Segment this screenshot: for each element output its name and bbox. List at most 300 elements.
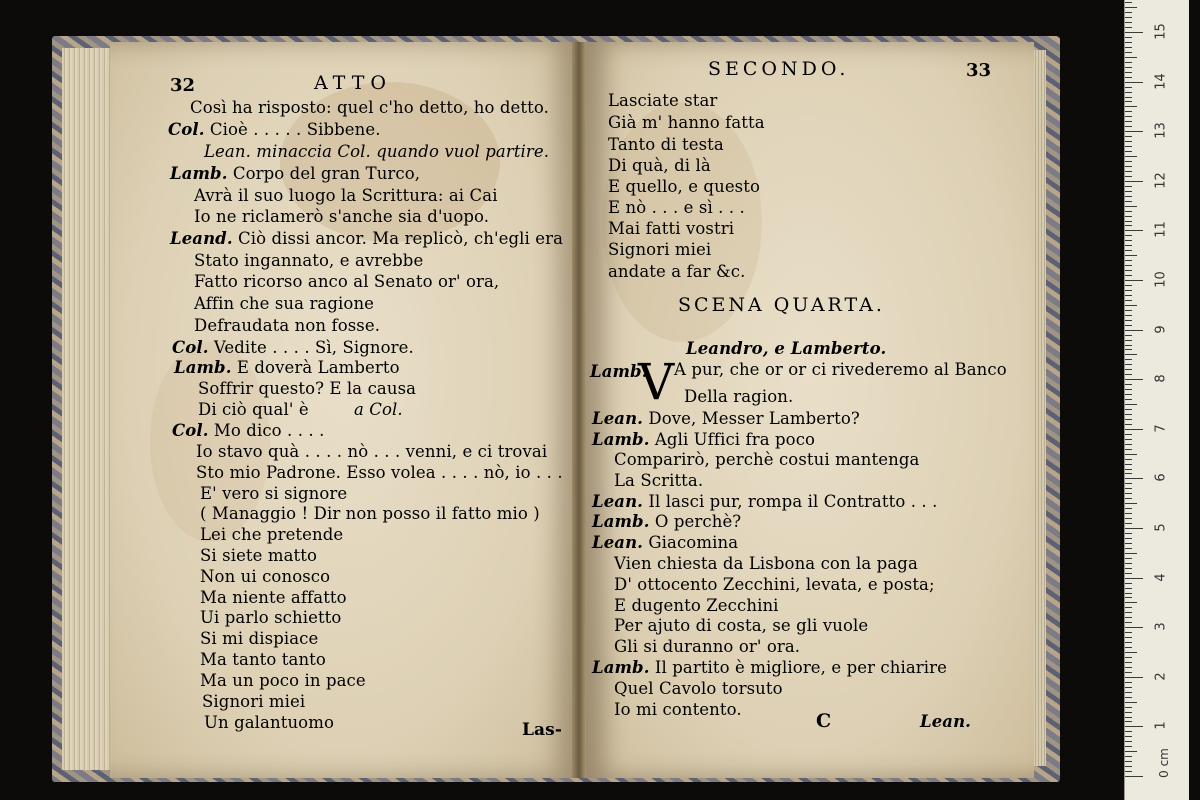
ruler-tick bbox=[1125, 756, 1132, 757]
right-page-line bbox=[608, 262, 745, 282]
right-page-line bbox=[614, 616, 868, 636]
ruler-unit: 0 cm bbox=[1156, 748, 1171, 778]
ruler-tick bbox=[1125, 265, 1132, 266]
ruler-tick bbox=[1125, 181, 1143, 182]
ruler-tick bbox=[1125, 473, 1132, 474]
verse-text: Un galantuomo bbox=[204, 713, 334, 732]
ruler-tick bbox=[1125, 111, 1132, 112]
ruler-tick bbox=[1125, 662, 1132, 663]
ruler-tick bbox=[1125, 345, 1132, 346]
ruler-tick bbox=[1125, 632, 1132, 633]
speaker-name: Leand. bbox=[170, 229, 233, 248]
ruler-number: 13 bbox=[1153, 122, 1169, 139]
ruler-tick bbox=[1125, 746, 1132, 747]
verse-text: E dugento Zecchini bbox=[614, 596, 779, 615]
ruler-tick bbox=[1125, 136, 1132, 137]
ruler-tick bbox=[1125, 206, 1137, 207]
ruler-tick bbox=[1125, 449, 1132, 450]
verse-text: Signori miei bbox=[202, 692, 306, 711]
right-page-line bbox=[614, 554, 918, 574]
speaker-name: Col. bbox=[172, 338, 209, 357]
speaker-name: Lean. bbox=[592, 492, 644, 511]
verse-text: Cioè . . . . . Sibbene. bbox=[204, 120, 381, 139]
running-header-left: ATTO bbox=[314, 72, 392, 94]
ruler-tick bbox=[1125, 245, 1132, 246]
ruler-tick bbox=[1125, 434, 1132, 435]
ruler-tick bbox=[1125, 483, 1132, 484]
left-page-line bbox=[204, 142, 549, 162]
ruler-number: 12 bbox=[1153, 172, 1169, 189]
left-page-line bbox=[200, 608, 341, 628]
catchword-left: Las- bbox=[522, 720, 562, 740]
right-page-line bbox=[592, 512, 741, 532]
ruler-tick bbox=[1125, 349, 1132, 350]
ruler-tick bbox=[1125, 17, 1132, 18]
ruler-number: 3 bbox=[1153, 622, 1169, 631]
verse-text: andate a far &c. bbox=[608, 262, 746, 281]
ruler-tick bbox=[1125, 677, 1143, 678]
ruler-tick bbox=[1125, 47, 1132, 48]
ruler-tick bbox=[1125, 12, 1132, 13]
ruler-tick bbox=[1125, 384, 1132, 385]
ruler-tick bbox=[1125, 647, 1132, 648]
drop-cap: V bbox=[638, 353, 675, 411]
ruler-tick bbox=[1125, 196, 1132, 197]
verse-text: Non ui conosco bbox=[200, 567, 331, 586]
ruler-tick bbox=[1125, 121, 1132, 122]
ruler-tick bbox=[1125, 528, 1143, 529]
verse-text: Io ne riclamerò s'anche sia d'uopo. bbox=[194, 207, 490, 226]
verse-text: Sto mio Padrone. Esso volea . . . . nò, io . . . bbox=[196, 463, 563, 482]
ruler-tick bbox=[1125, 726, 1143, 727]
scene-characters: Leandro, e Lamberto. bbox=[686, 339, 887, 358]
ruler-tick bbox=[1125, 419, 1132, 420]
speaker-name: Col. bbox=[172, 421, 209, 440]
left-page-line bbox=[200, 671, 366, 691]
left-page-line bbox=[170, 229, 563, 249]
left-page-line bbox=[194, 294, 374, 314]
left-page-line bbox=[200, 525, 343, 545]
ruler-tick bbox=[1125, 156, 1137, 157]
ruler-tick bbox=[1125, 221, 1132, 222]
verse-text: E' vero si signore bbox=[200, 484, 348, 503]
ruler-number: 10 bbox=[1153, 271, 1169, 288]
right-page-line bbox=[608, 156, 711, 176]
ruler-tick bbox=[1125, 235, 1132, 236]
verse-text: Io stavo quà . . . . nò . . . venni, e ci trovai bbox=[196, 442, 548, 461]
verse-text: Il lasci pur, rompa il Contratto . . . bbox=[643, 492, 938, 511]
right-page-line bbox=[614, 700, 742, 720]
right-page-line bbox=[614, 575, 935, 595]
verse-text: E doverà Lamberto bbox=[231, 358, 400, 377]
left-page-line bbox=[200, 567, 330, 587]
ruler-tick bbox=[1125, 652, 1137, 653]
ruler-tick bbox=[1125, 454, 1137, 455]
ruler-tick bbox=[1125, 717, 1132, 718]
ruler-tick bbox=[1125, 22, 1132, 23]
ruler-tick bbox=[1125, 340, 1132, 341]
verse-text: Io mi contento. bbox=[614, 700, 742, 719]
ruler-tick bbox=[1125, 379, 1143, 380]
ruler-tick bbox=[1125, 87, 1132, 88]
ruler-tick bbox=[1125, 548, 1132, 549]
ruler-tick bbox=[1125, 67, 1132, 68]
signature-mark: C bbox=[816, 710, 832, 732]
scene-title: SCENA QUARTA. bbox=[678, 294, 885, 316]
verse-text: Così ha risposto: quel c'ho detto, ho detto. bbox=[190, 98, 549, 117]
speaker-name: Lamb. bbox=[170, 164, 228, 183]
right-page-line bbox=[614, 596, 779, 616]
left-page-line bbox=[194, 251, 423, 271]
ruler-tick bbox=[1125, 469, 1132, 470]
ruler-tick bbox=[1125, 444, 1132, 445]
ruler-tick bbox=[1125, 573, 1132, 574]
ruler-tick bbox=[1125, 533, 1132, 534]
ruler-tick bbox=[1125, 597, 1132, 598]
ruler-tick bbox=[1125, 707, 1132, 708]
opening-line: A pur, che or or ci rivederemo al Banco bbox=[674, 360, 1007, 379]
verse-text: Della ragion. bbox=[684, 387, 794, 406]
left-page-line bbox=[200, 588, 347, 608]
verse-text: Ui parlo schietto bbox=[200, 608, 342, 627]
right-page-line bbox=[608, 135, 724, 155]
ruler-tick bbox=[1125, 558, 1132, 559]
ruler-tick bbox=[1125, 697, 1132, 698]
verse-text: Affin che sua ragione bbox=[194, 294, 375, 313]
verse-text: Tanto di testa bbox=[608, 135, 724, 154]
ruler-tick bbox=[1125, 627, 1143, 628]
ruler-tick bbox=[1125, 682, 1132, 683]
verse-text: Ma un poco in pace bbox=[200, 671, 366, 690]
ruler-number: 8 bbox=[1153, 374, 1169, 383]
verse-text: Ciò dissi ancor. Ma replicò, ch'egli era bbox=[232, 229, 564, 248]
ruler-tick bbox=[1125, 131, 1143, 132]
page-number-left: 32 bbox=[170, 75, 196, 96]
ruler-tick bbox=[1125, 622, 1132, 623]
left-page-line bbox=[200, 546, 317, 566]
ruler-tick bbox=[1125, 330, 1143, 331]
left-page-line bbox=[200, 629, 318, 649]
ruler-tick bbox=[1125, 593, 1132, 594]
speaker-name: Lean. bbox=[592, 409, 644, 428]
ruler-tick bbox=[1125, 553, 1137, 554]
left-page-line bbox=[190, 98, 549, 118]
ruler-tick bbox=[1125, 602, 1137, 603]
ruler-tick bbox=[1125, 230, 1143, 231]
ruler-tick bbox=[1125, 766, 1132, 767]
ruler-tick bbox=[1125, 161, 1132, 162]
verse-text: Fatto ricorso anco al Senato or' ora, bbox=[194, 272, 500, 291]
ruler-tick bbox=[1125, 493, 1132, 494]
ruler-tick bbox=[1125, 285, 1132, 286]
ruler-tick bbox=[1125, 583, 1132, 584]
speaker-name: Lamb. bbox=[592, 658, 650, 677]
verse-text: D' ottocento Zecchini, levata, e posta; bbox=[614, 575, 935, 594]
verse-text: Lasciate star bbox=[608, 91, 718, 110]
left-page-line bbox=[198, 400, 309, 420]
ruler-tick bbox=[1125, 101, 1132, 102]
verse-text: Si siete matto bbox=[200, 546, 318, 565]
ruler-tick bbox=[1125, 394, 1132, 395]
ruler-tick bbox=[1125, 642, 1132, 643]
ruler-tick bbox=[1125, 225, 1132, 226]
right-page-line bbox=[614, 471, 703, 491]
ruler-tick bbox=[1125, 518, 1132, 519]
verse-text: Giacomina bbox=[643, 533, 739, 552]
stage-direction: a Col. bbox=[354, 400, 403, 419]
ruler-tick bbox=[1125, 607, 1132, 608]
ruler-tick bbox=[1125, 191, 1132, 192]
ruler-tick bbox=[1125, 77, 1132, 78]
verse-text: Lei che pretende bbox=[200, 525, 344, 544]
ruler-tick bbox=[1125, 364, 1132, 365]
ruler-tick bbox=[1125, 211, 1132, 212]
verse-text: E nò . . . e sì . . . bbox=[608, 198, 745, 217]
ruler-tick bbox=[1125, 731, 1132, 732]
left-page-line bbox=[200, 484, 347, 504]
verse-text: Si mi dispiace bbox=[200, 629, 319, 648]
ruler-tick bbox=[1125, 374, 1132, 375]
verse-text: Avrà il suo luogo la Scrittura: ai Cai bbox=[194, 186, 498, 205]
right-page-line bbox=[608, 177, 760, 197]
ruler-tick bbox=[1125, 761, 1132, 762]
ruler-tick bbox=[1125, 563, 1132, 564]
right-page-line bbox=[608, 240, 711, 260]
left-page-line bbox=[194, 186, 498, 206]
ruler-tick bbox=[1125, 42, 1132, 43]
ruler-tick bbox=[1125, 141, 1132, 142]
left-page-line bbox=[174, 358, 400, 378]
left-page-line bbox=[194, 272, 499, 292]
ruler-tick bbox=[1125, 414, 1132, 415]
ruler-tick bbox=[1125, 464, 1132, 465]
ruler-tick bbox=[1125, 260, 1132, 261]
ruler-tick bbox=[1125, 300, 1132, 301]
right-page-line bbox=[614, 637, 800, 657]
ruler-tick bbox=[1125, 275, 1132, 276]
right-page-line bbox=[592, 658, 947, 678]
ruler-tick bbox=[1125, 310, 1132, 311]
ruler-tick bbox=[1125, 617, 1132, 618]
speaker-name: Col. bbox=[168, 120, 205, 139]
ruler-tick bbox=[1125, 568, 1132, 569]
ruler-tick bbox=[1125, 588, 1132, 589]
left-page-line bbox=[196, 463, 563, 483]
ruler-tick bbox=[1125, 702, 1137, 703]
left-page-line bbox=[194, 316, 380, 336]
ruler-tick bbox=[1125, 721, 1132, 722]
ruler-tick bbox=[1125, 439, 1132, 440]
ruler-tick bbox=[1125, 543, 1132, 544]
ruler-tick bbox=[1125, 404, 1137, 405]
ruler-tick bbox=[1125, 409, 1132, 410]
ruler-tick bbox=[1125, 692, 1132, 693]
ruler-tick bbox=[1125, 325, 1132, 326]
ruler-tick bbox=[1125, 354, 1137, 355]
left-page-line bbox=[196, 442, 547, 462]
ruler-tick bbox=[1125, 399, 1132, 400]
ruler-tick bbox=[1125, 295, 1132, 296]
ruler-tick bbox=[1125, 280, 1143, 281]
verse-text: Per ajuto di costa, se gli vuole bbox=[614, 616, 869, 635]
verse-text: Mai fatti vostri bbox=[608, 219, 735, 238]
ruler-tick bbox=[1125, 216, 1132, 217]
running-header-right: SECONDO. bbox=[708, 58, 850, 80]
ruler-tick bbox=[1125, 637, 1132, 638]
ruler-tick bbox=[1125, 538, 1132, 539]
ruler-tick bbox=[1125, 27, 1132, 28]
book-gutter bbox=[572, 42, 586, 778]
ruler-tick bbox=[1125, 97, 1132, 98]
ruler-tick bbox=[1125, 255, 1137, 256]
verse-text: Ma tanto tanto bbox=[200, 650, 326, 669]
ruler-tick bbox=[1125, 503, 1137, 504]
ruler-tick bbox=[1125, 166, 1132, 167]
ruler-number: 1 bbox=[1153, 721, 1169, 731]
ruler-tick bbox=[1125, 82, 1143, 83]
verse-text: ( Managgio ! Dir non posso il fatto mio ) bbox=[200, 504, 540, 523]
speaker-name: Lamb. bbox=[174, 358, 232, 377]
ruler-tick bbox=[1125, 751, 1137, 752]
speaker-name: Lamb. bbox=[592, 512, 650, 531]
ruler-tick bbox=[1125, 736, 1132, 737]
right-page-line bbox=[592, 533, 738, 553]
ruler-number: 4 bbox=[1153, 572, 1169, 582]
measurement-ruler bbox=[1124, 0, 1189, 800]
verse-text: Già m' hanno fatta bbox=[608, 113, 765, 132]
ruler-tick bbox=[1125, 62, 1132, 63]
ruler-tick bbox=[1125, 523, 1132, 524]
verse-text: O perchè? bbox=[649, 512, 742, 531]
left-page-line bbox=[198, 379, 416, 399]
ruler-number: 14 bbox=[1153, 72, 1169, 90]
verse-text: Di quà, di là bbox=[608, 156, 711, 175]
ruler-number: 7 bbox=[1153, 424, 1169, 433]
right-page-line bbox=[592, 430, 815, 450]
ruler-tick bbox=[1125, 7, 1137, 8]
right-page-line bbox=[592, 492, 937, 512]
ruler-tick bbox=[1125, 488, 1132, 489]
ruler-number: 11 bbox=[1153, 221, 1169, 239]
ruler-tick bbox=[1125, 151, 1132, 152]
ruler-tick bbox=[1125, 176, 1132, 177]
verse-text: Stato ingannato, e avrebbe bbox=[194, 251, 424, 270]
ruler-tick bbox=[1125, 2, 1132, 3]
right-page-line bbox=[614, 450, 919, 470]
ruler-tick bbox=[1125, 712, 1132, 713]
verse-text: Comparirò, perchè costui mantenga bbox=[614, 450, 920, 469]
ruler-tick bbox=[1125, 741, 1132, 742]
ruler-tick bbox=[1125, 667, 1132, 668]
ruler-tick bbox=[1125, 186, 1132, 187]
ruler-tick bbox=[1125, 359, 1132, 360]
ruler-tick bbox=[1125, 498, 1132, 499]
verse-text: Agli Uffici fra poco bbox=[649, 430, 816, 449]
ruler-tick bbox=[1125, 478, 1143, 479]
verse-text: Dove, Messer Lamberto? bbox=[643, 409, 860, 428]
right-page-line bbox=[614, 679, 783, 699]
ruler-tick bbox=[1125, 290, 1132, 291]
ruler-number: 9 bbox=[1153, 324, 1169, 334]
ruler-tick bbox=[1125, 672, 1132, 673]
right-page-line bbox=[608, 198, 745, 218]
left-page-line bbox=[200, 650, 326, 670]
ruler-tick bbox=[1125, 424, 1132, 425]
verse-text: La Scritta. bbox=[614, 471, 704, 490]
ruler-tick bbox=[1125, 305, 1137, 306]
verse-text: Quel Cavolo torsuto bbox=[614, 679, 783, 698]
ruler-tick bbox=[1125, 171, 1132, 172]
ruler-tick bbox=[1125, 508, 1132, 509]
ruler-tick bbox=[1125, 369, 1132, 370]
ruler-tick bbox=[1125, 270, 1132, 271]
ruler-tick bbox=[1125, 126, 1132, 127]
ruler-tick bbox=[1125, 771, 1132, 772]
speaker-name: Lamb. bbox=[592, 430, 650, 449]
verse-text: Ma niente affatto bbox=[200, 588, 347, 607]
ruler-tick bbox=[1125, 146, 1132, 147]
ruler-tick bbox=[1125, 116, 1132, 117]
catchword-right: Lean. bbox=[920, 712, 972, 731]
left-page-line bbox=[204, 713, 334, 733]
left-page-line bbox=[172, 338, 414, 358]
verse-text: Gli si duranno or' ora. bbox=[614, 637, 801, 656]
ruler-number: 5 bbox=[1153, 523, 1169, 532]
ruler-tick bbox=[1125, 459, 1132, 460]
ruler-number: 15 bbox=[1153, 23, 1169, 40]
verse-text: Di ciò qual' è bbox=[198, 400, 309, 419]
ruler-tick bbox=[1125, 612, 1132, 613]
verse-text: Vien chiesta da Lisbona con la paga bbox=[614, 554, 918, 573]
ruler-tick bbox=[1125, 513, 1132, 514]
ruler-tick bbox=[1125, 389, 1132, 390]
left-page-line bbox=[170, 164, 420, 184]
verse-text: Corpo del gran Turco, bbox=[227, 164, 421, 183]
right-page-line bbox=[684, 387, 793, 407]
speaker-name: Lean. bbox=[592, 533, 644, 552]
ruler-tick bbox=[1125, 578, 1143, 579]
ruler-tick bbox=[1125, 320, 1132, 321]
stage-direction: Lean. minaccia Col. quando vuol partire. bbox=[204, 142, 550, 161]
verse-text: Mo dico . . . . bbox=[208, 421, 325, 440]
ruler-number: 6 bbox=[1153, 473, 1169, 483]
verse-text: Il partito è migliore, e per chiarire bbox=[649, 658, 948, 677]
page-number-right: 33 bbox=[966, 60, 992, 81]
ruler-tick bbox=[1125, 250, 1132, 251]
right-page-line bbox=[592, 409, 860, 429]
ruler-tick bbox=[1125, 72, 1132, 73]
left-page-line bbox=[168, 120, 381, 140]
ruler-tick bbox=[1125, 106, 1137, 107]
verse-text: Vedite . . . . Sì, Signore. bbox=[208, 338, 414, 357]
left-page-line bbox=[194, 207, 489, 227]
right-page-line bbox=[608, 219, 734, 239]
ruler-tick bbox=[1125, 201, 1132, 202]
ruler-tick bbox=[1125, 92, 1132, 93]
left-page-line bbox=[202, 692, 305, 712]
ruler-tick bbox=[1125, 776, 1143, 777]
right-page-line bbox=[608, 113, 765, 133]
ruler-tick bbox=[1125, 687, 1132, 688]
left-page-line bbox=[200, 504, 540, 524]
ruler-tick bbox=[1125, 240, 1132, 241]
verse-text: E quello, e questo bbox=[608, 177, 761, 196]
ruler-tick bbox=[1125, 37, 1132, 38]
ruler-tick bbox=[1125, 52, 1132, 53]
left-page-line bbox=[172, 421, 324, 441]
ruler-tick bbox=[1125, 57, 1137, 58]
ruler-tick bbox=[1125, 657, 1132, 658]
